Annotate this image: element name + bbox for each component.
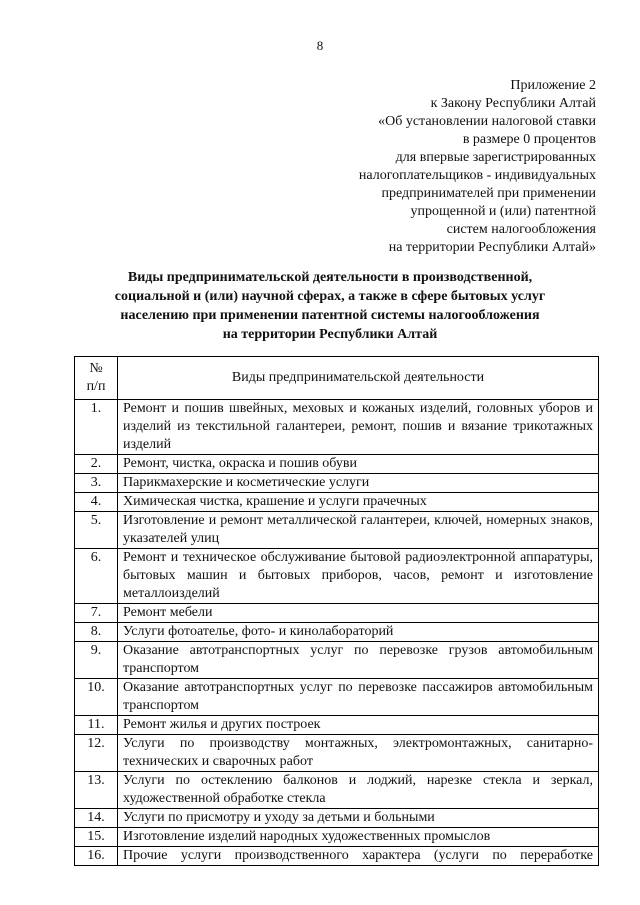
row-activity: Изготовление и ремонт металлической галантереи, ключей, номерных знаков, указателей улиц [118,512,599,549]
row-activity: Ремонт и техническое обслуживание бытовой радиоэлектронной аппаратуры, бытовых машин и бытовых приборов, часов, ремонт и изготовление металлоизделий [118,549,599,604]
row-activity: Услуги фотоателье, фото- и кинолабораторий [118,623,599,642]
row-activity: Услуги по остеклению балконов и лоджий, нарезке стекла и зеркал, художественной обработке стекла [118,772,599,809]
table-row [75,735,599,772]
row-activity: Услуги по производству монтажных, электромонтажных, санитарно-технических и сварочных работ [118,735,599,772]
appendix-line: для впервые зарегистрированных [395,150,596,165]
header-number-symbol: № [89,361,103,376]
title-line: населению при применении патентной системы налогообложения [120,308,540,323]
page-number: 8 [316,38,324,53]
appendix-line: налогоплательщиков - индивидуальных [358,168,596,183]
row-activity: Прочие услуги производственного характера (услуги по переработке [118,847,599,866]
row-number: 4. [75,493,118,512]
header-number-abbr: п/п [86,379,106,394]
row-number: 6. [75,549,118,604]
table-row [75,455,599,474]
table-row [75,828,599,847]
row-activity: Химическая чистка, крашение и услуги прачечных [118,493,599,512]
row-number: 14. [75,809,118,828]
row-activity: Изготовление изделий народных художественных промыслов [118,828,599,847]
table-row [75,716,599,735]
table-row [75,549,599,604]
row-number: 13. [75,772,118,809]
row-activity: Услуги по присмотру и уходу за детьми и больными [118,809,599,828]
appendix-line: систем налогообложения [446,222,596,237]
appendix-line: предпринимателей при применении [381,186,596,201]
table-header-row [75,357,599,400]
row-number: 15. [75,828,118,847]
appendix-header [296,77,596,257]
table-row [75,642,599,679]
appendix-line: Приложение 2 [510,78,596,93]
row-activity: Ремонт и пошив швейных, меховых и кожаных изделий, головных уборов и изделий из текстильной галантереи, ремонт, пошив и вязание трикотажных изделий [118,400,599,455]
row-activity: Ремонт, чистка, окраска и пошив обуви [118,455,599,474]
table-row [75,623,599,642]
title-line: социальной и (или) научной сферах, а также в сфере бытовых услуг [114,289,546,304]
row-number: 5. [75,512,118,549]
header-number-cell [75,357,118,400]
appendix-line: на территории Республики Алтай» [388,240,596,255]
table-row [75,772,599,809]
row-activity: Ремонт мебели [118,604,599,623]
table-row [75,474,599,493]
table-row [75,604,599,623]
row-number: 16. [75,847,118,866]
row-activity: Оказание автотранспортных услуг по перевозке грузов автомобильным транспортом [118,642,599,679]
row-number: 9. [75,642,118,679]
activities-table [74,356,599,866]
table-row [75,512,599,549]
header-activity-cell: Виды предпринимательской деятельности [118,357,599,400]
row-number: 8. [75,623,118,642]
row-number: 10. [75,679,118,716]
row-activity: Ремонт жилья и других построек [118,716,599,735]
row-number: 7. [75,604,118,623]
table-row [75,493,599,512]
title-line: Виды предпринимательской деятельности в производственной, [127,270,533,285]
row-number: 12. [75,735,118,772]
row-activity: Оказание автотранспортных услуг по перевозке пассажиров автомобильным транспортом [118,679,599,716]
row-number: 11. [75,716,118,735]
appendix-line: в размере 0 процентов [462,132,596,147]
row-number: 1. [75,400,118,455]
document-title [60,268,600,344]
appendix-line: упрощенной и (или) патентной [410,204,596,219]
row-activity: Парикмахерские и косметические услуги [118,474,599,493]
table-row [75,400,599,455]
title-line: на территории Республики Алтай [222,327,438,342]
table-row [75,847,599,866]
table-row [75,809,599,828]
row-number: 3. [75,474,118,493]
table-row [75,679,599,716]
appendix-line: к Закону Республики Алтай [430,96,596,111]
appendix-line: «Об установлении налоговой ставки [378,114,596,129]
row-number: 2. [75,455,118,474]
